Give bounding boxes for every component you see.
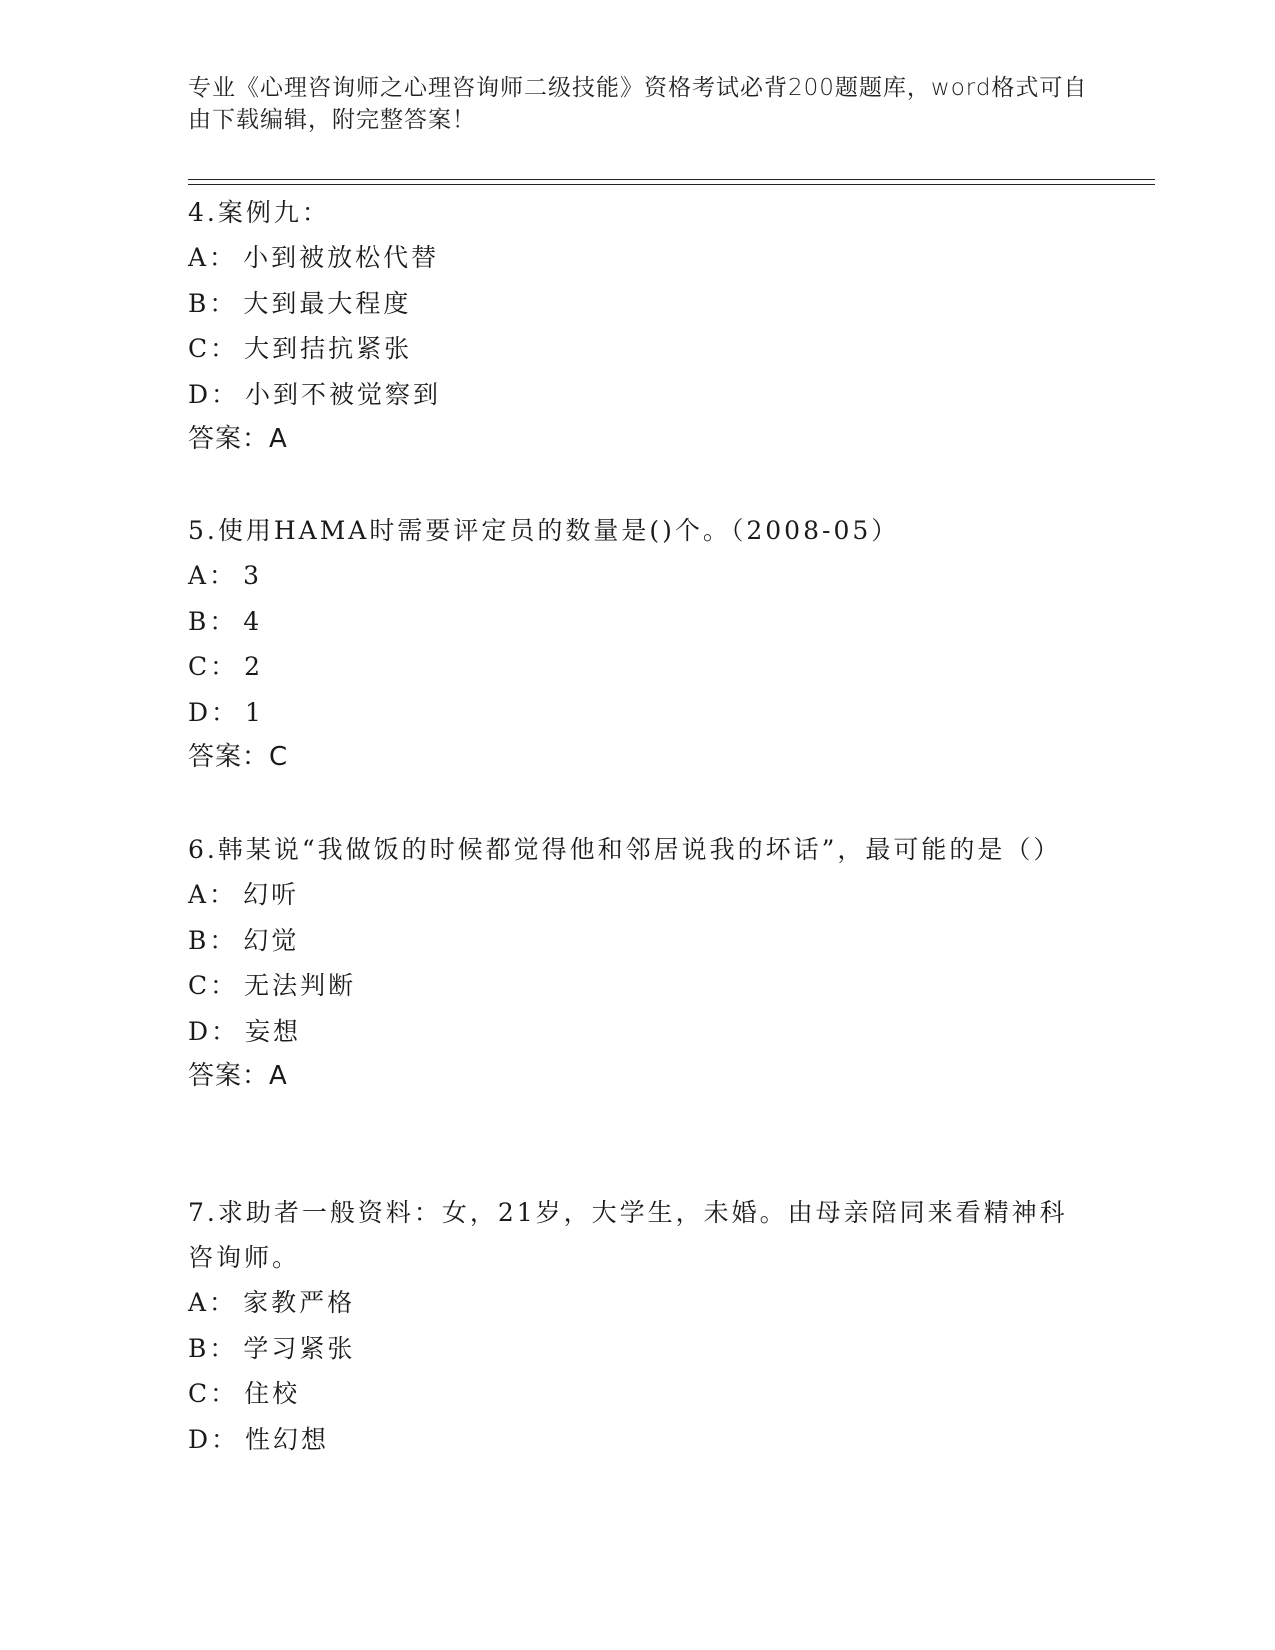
option-b — [188, 1326, 1088, 1372]
option-letter: C： — [188, 1379, 239, 1408]
option-b — [188, 918, 1088, 964]
question-stem: 5.使用HAMA时需要评定员的数量是()个。（2008-05） — [188, 516, 900, 545]
option-a — [188, 872, 1088, 918]
option-text: 1 — [245, 697, 264, 727]
option-text: 小到不被觉察到 — [245, 379, 442, 409]
option-d — [188, 1009, 1088, 1055]
option-text: 2 — [244, 652, 264, 681]
option-text: 幻觉 — [243, 925, 300, 955]
option-letter: D： — [188, 1424, 240, 1454]
option-c — [188, 644, 1088, 690]
option-c — [188, 963, 1088, 1009]
option-a — [188, 235, 1088, 281]
option-text: 幻听 — [243, 880, 300, 909]
option-letter: A： — [188, 243, 238, 272]
question-4 — [188, 190, 1088, 462]
option-text: 小到被放松代替 — [243, 243, 440, 272]
option-text: 大到最大程度 — [243, 288, 412, 318]
option-text: 无法判断 — [244, 971, 357, 1000]
option-letter: C： — [188, 652, 239, 681]
option-text: 大到拮抗紧张 — [244, 334, 413, 363]
option-letter: D： — [188, 1016, 240, 1046]
option-a — [188, 1280, 1088, 1326]
option-a — [188, 553, 1088, 599]
question-7 — [188, 1190, 1088, 1462]
answer-line: 答案：A — [188, 1061, 288, 1091]
answer-line: 答案：C — [188, 742, 289, 772]
option-letter: A： — [188, 561, 238, 590]
option-letter: B： — [188, 1333, 238, 1363]
option-letter: D： — [188, 697, 240, 727]
option-d — [188, 372, 1088, 418]
question-stem: 7.求助者一般资料：女，21岁，大学生，未婚。由母亲陪同来看精神科咨询师。 — [188, 1198, 1068, 1272]
option-letter: C： — [188, 971, 239, 1000]
option-c — [188, 326, 1088, 372]
option-letter: A： — [188, 880, 238, 909]
page-header-text: 专业《心理咨询师之心理咨询师二级技能》资格考试必背200题题库，word格式可自由下载编辑，附完整答案！ — [188, 75, 1088, 133]
option-letter: B： — [188, 288, 238, 318]
option-text: 妄想 — [245, 1016, 302, 1046]
option-text: 3 — [243, 561, 262, 590]
option-letter: B： — [188, 925, 238, 955]
option-b — [188, 281, 1088, 327]
option-text: 4 — [243, 606, 263, 636]
option-text: 学习紧张 — [243, 1333, 356, 1363]
question-6 — [188, 827, 1088, 1099]
option-letter: D： — [188, 379, 240, 409]
option-text: 住校 — [244, 1379, 301, 1408]
question-5 — [188, 508, 1088, 780]
option-letter: B： — [188, 606, 238, 636]
option-text: 性幻想 — [245, 1424, 330, 1454]
question-stem: 4.案例九： — [188, 198, 330, 227]
option-d — [188, 690, 1088, 736]
answer-line: 答案：A — [188, 424, 288, 454]
option-d — [188, 1417, 1088, 1463]
option-b — [188, 599, 1088, 645]
option-letter: C： — [188, 334, 239, 363]
question-stem: 6.韩某说“我做饭的时候都觉得他和邻居说我的坏话”，最可能的是（） — [188, 835, 1062, 864]
option-text: 家教严格 — [243, 1288, 356, 1317]
header-divider-bottom — [188, 184, 1155, 185]
option-letter: A： — [188, 1288, 238, 1317]
option-c — [188, 1371, 1088, 1417]
header-divider-top — [188, 179, 1155, 180]
